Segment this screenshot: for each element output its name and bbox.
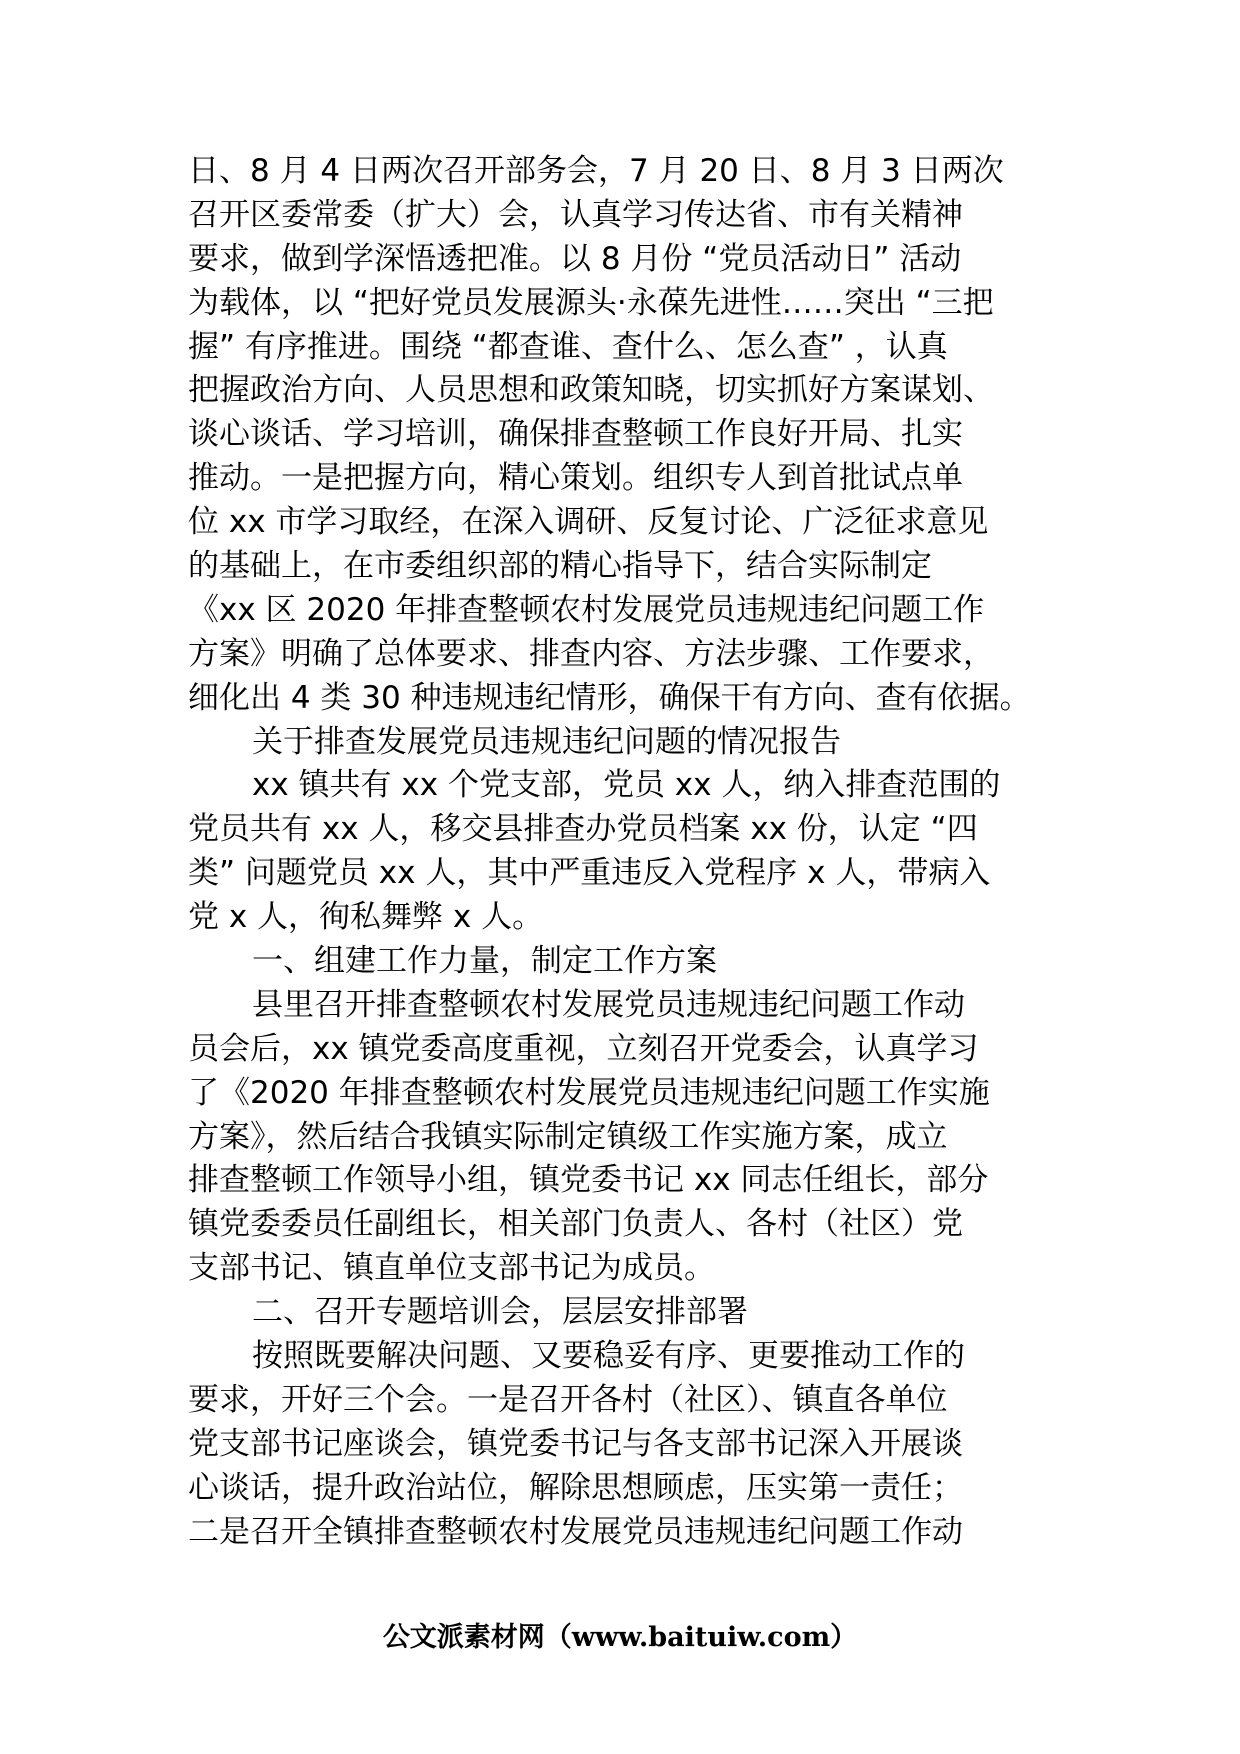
text-line: 为载体，以 “把好党员发展源头·永葆先进性……突出 “三把 — [188, 284, 994, 321]
text-line: 心谈话，提升政治站位，解除思想顾虑，压实第一责任； — [188, 1469, 963, 1506]
text-line: 位 xx 市学习取经，在深入调研、反复讨论、广泛征求意见 — [188, 504, 989, 541]
text-line: 的基础上，在市委组织部的精心指导下，结合实际制定 — [188, 548, 932, 585]
text-line: 要求，开好三个会。一是召开各村（社区）、镇直各单位 — [188, 1381, 948, 1418]
report-title-line: 关于排查发展党员违规违纪问题的情况报告 — [252, 723, 841, 760]
text-line: 党员共有 xx 人，移交县排查办党员档案 xx 份，认定 “四 — [188, 811, 978, 848]
text-line: 日、8 月 4 日两次召开部务会，7 月 20 日、8 月 3 日两次 — [188, 153, 1004, 189]
text-line: 党 x 人，徇私舞弊 x 人。 — [188, 899, 544, 936]
text-line: 镇党委委员任副组长，相关部门负责人、各村（社区）党 — [188, 1206, 963, 1243]
text-line: 方案》明确了总体要求、排查内容、方法步骤、工作要求， — [188, 635, 994, 672]
text-line: 细化出 4 类 30 种违规违纪情形，确保干有方向、查有依据。 — [188, 679, 1031, 716]
text-line: xx 镇共有 xx 个党支部，党员 xx 人，纳入排查范围的 — [252, 767, 1001, 804]
text-line: 排查整顿工作领导小组，镇党委书记 xx 同志任组长，部分 — [188, 1162, 989, 1199]
text-line: 党支部书记座谈会，镇党委书记与各支部书记深入开展谈 — [188, 1425, 963, 1462]
text-line: 员会后，xx 镇党委高度重视，立刻召开党委会，认真学习 — [188, 1030, 979, 1067]
text-line: 了《2020 年排查整顿农村发展党员违规违纪问题工作实施 — [188, 1074, 990, 1111]
text-line: 要求，做到学深悟透把准。以 8 月份 “党员活动日” 活动 — [188, 240, 962, 277]
text-line: 县里召开排查整顿农村发展党员违规违纪问题工作动 — [252, 986, 965, 1023]
text-line: 把握政治方向、人员思想和政策知晓，切实抓好方案谋划、 — [188, 372, 994, 409]
text-line: 召开区委常委（扩大）会，认真学习传达省、市有关精神 — [188, 196, 963, 233]
text-line: 方案》，然后结合我镇实际制定镇级工作实施方案，成立 — [188, 1118, 948, 1155]
text-line: 类” 问题党员 xx 人，其中严重违反入党程序 x 人，带病入 — [188, 855, 991, 892]
text-line: 《xx 区 2020 年排查整顿农村发展党员违规违纪问题工作 — [188, 591, 985, 628]
footer-watermark: 公文派素材网（www.baituiw.com） — [382, 1622, 858, 1653]
section-heading-2: 二、召开专题培训会，层层安排部署 — [252, 1294, 748, 1331]
text-line: 推动。一是把握方向，精心策划。组织专人到首批试点单 — [188, 460, 963, 497]
text-line: 握” 有序推进。围绕 “都查谁、查什么、怎么查” ，认真 — [188, 328, 948, 365]
text-line: 二是召开全镇排查整顿农村发展党员违规违纪问题工作动 — [188, 1513, 963, 1550]
text-line: 谈心谈话、学习培训，确保排查整顿工作良好开局、扎实 — [188, 416, 963, 453]
section-heading-1: 一、组建工作力量，制定工作方案 — [252, 943, 717, 980]
text-line: 支部书记、镇直单位支部书记为成员。 — [188, 1250, 715, 1287]
body-text — [188, 150, 1058, 1555]
text-line: 按照既要解决问题、又要稳妥有序、更要推动工作的 — [252, 1338, 965, 1375]
